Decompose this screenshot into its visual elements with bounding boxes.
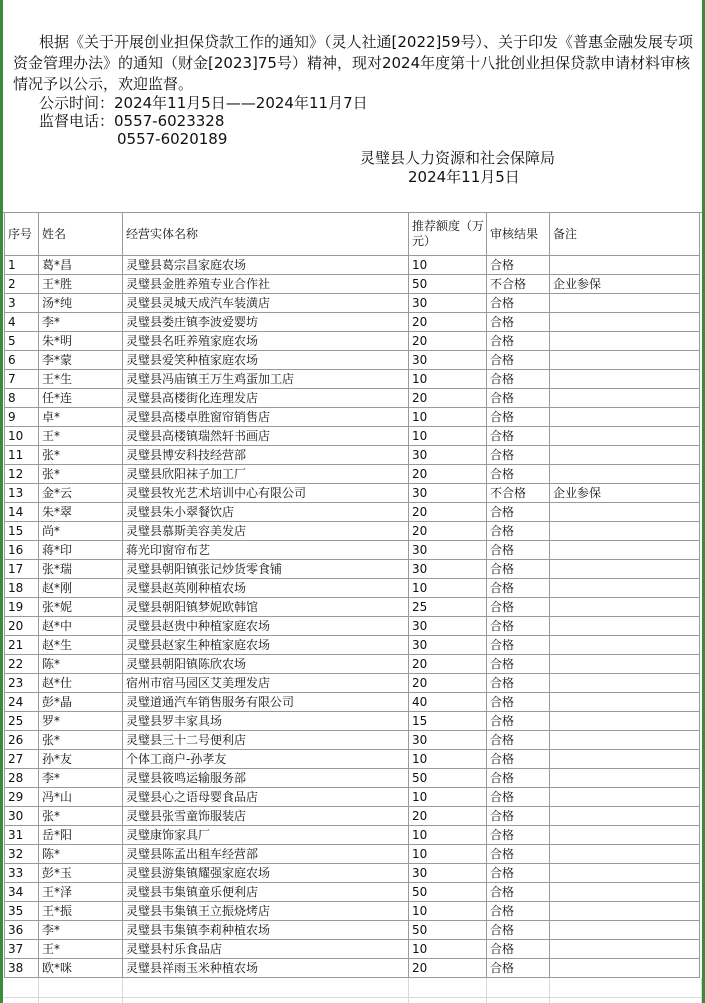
cell-no[interactable]: 20 (5, 617, 39, 636)
cell-no[interactable]: 2 (5, 275, 39, 294)
cell-amount[interactable]: 20 (409, 332, 487, 351)
cell-no[interactable]: 8 (5, 389, 39, 408)
cell-result[interactable]: 合格 (487, 598, 550, 617)
table-row (5, 864, 700, 883)
cell-entity[interactable]: 灵璧县灵城天成汽车装潢店 (123, 294, 409, 313)
cell-entity[interactable]: 灵璧县朝阳镇陈欣农场 (123, 655, 409, 674)
table-row (5, 465, 700, 484)
table-row (5, 579, 700, 598)
header-result[interactable]: 审核结果 (487, 213, 550, 256)
cell-entity[interactable]: 灵璧县博安科技经营部 (123, 446, 409, 465)
cell-amount[interactable]: 10 (409, 750, 487, 769)
table-row (5, 408, 700, 427)
cell-entity[interactable]: 灵璧县名旺养殖家庭农场 (123, 332, 409, 351)
cell-name[interactable]: 王*胜 (39, 275, 123, 294)
cell-name[interactable]: 孙*友 (39, 750, 123, 769)
cell-entity[interactable]: 灵璧县朝阳镇梦妮欧韩馆 (123, 598, 409, 617)
table-row (5, 484, 700, 503)
cell-no[interactable]: 12 (5, 465, 39, 484)
cell-no[interactable]: 6 (5, 351, 39, 370)
cell-result[interactable]: 合格 (487, 826, 550, 845)
cell-result[interactable]: 合格 (487, 560, 550, 579)
cell-amount[interactable]: 50 (409, 921, 487, 940)
cell-amount[interactable]: 30 (409, 617, 487, 636)
cell-no[interactable]: 3 (5, 294, 39, 313)
cell-no[interactable]: 10 (5, 427, 39, 446)
cell-entity[interactable]: 灵璧县三十二号便利店 (123, 731, 409, 750)
cell-amount[interactable]: 25 (409, 598, 487, 617)
cell-name[interactable]: 朱*翠 (39, 503, 123, 522)
cell-amount[interactable]: 20 (409, 389, 487, 408)
cell-entity[interactable]: 灵璧县高楼镇瑞然轩书画店 (123, 427, 409, 446)
notice-date: 2024年11月5日 (408, 168, 520, 186)
cell-result[interactable]: 合格 (487, 332, 550, 351)
cell-remark[interactable] (550, 807, 700, 826)
cell-result[interactable]: 合格 (487, 788, 550, 807)
cell-name[interactable]: 岳*阳 (39, 826, 123, 845)
table-row (5, 427, 700, 446)
cell-entity[interactable]: 灵璧县朱小翠餐饮店 (123, 503, 409, 522)
cell-entity[interactable]: 灵璧县牧光艺术培训中心有限公司 (123, 484, 409, 503)
cell-amount[interactable]: 10 (409, 940, 487, 959)
header-remark[interactable]: 备注 (550, 213, 700, 256)
cell-name[interactable]: 张* (39, 731, 123, 750)
cell-name[interactable]: 赵*中 (39, 617, 123, 636)
cell-remark[interactable]: 企业参保 (550, 275, 700, 294)
cell-result[interactable]: 合格 (487, 902, 550, 921)
cell-entity[interactable]: 灵璧县葛宗昌家庭农场 (123, 256, 409, 275)
table-row (5, 256, 700, 275)
cell-name[interactable]: 汤*纯 (39, 294, 123, 313)
cell-remark[interactable] (550, 826, 700, 845)
cell-amount[interactable]: 10 (409, 788, 487, 807)
cell-amount[interactable]: 30 (409, 351, 487, 370)
cell-amount[interactable]: 30 (409, 294, 487, 313)
cell-name[interactable]: 陈* (39, 655, 123, 674)
cell-amount[interactable]: 10 (409, 408, 487, 427)
cell-name[interactable]: 王*泽 (39, 883, 123, 902)
cell-result[interactable]: 合格 (487, 674, 550, 693)
cell-no[interactable]: 24 (5, 693, 39, 712)
cell-result[interactable]: 合格 (487, 617, 550, 636)
cell-entity[interactable]: 灵璧县筱鸣运输服务部 (123, 769, 409, 788)
table-row (5, 598, 700, 617)
cell-remark[interactable] (550, 940, 700, 959)
cell-entity[interactable]: 灵璧县韦集镇童乐便利店 (123, 883, 409, 902)
cell-remark[interactable] (550, 902, 700, 921)
cell-amount[interactable]: 30 (409, 446, 487, 465)
cell-result[interactable]: 合格 (487, 446, 550, 465)
cell-result[interactable]: 合格 (487, 579, 550, 598)
cell-remark[interactable] (550, 256, 700, 275)
cell-name[interactable]: 欧*咪 (39, 959, 123, 978)
cell-no[interactable]: 34 (5, 883, 39, 902)
notice-paragraph: 根据《关于开展创业担保贷款工作的通知》（灵人社通[2022]59号）、关于印发《普惠金融发展专项资金管理办法》的通知（财金[2023]75号）精神，现对2024年度第十八批创业担保贷款申请材料审核情况予以公示，欢迎监督。 (13, 33, 693, 93)
table-row (5, 389, 700, 408)
cell-no[interactable]: 26 (5, 731, 39, 750)
cell-result[interactable]: 合格 (487, 541, 550, 560)
cell-remark[interactable] (550, 465, 700, 484)
table-row (5, 332, 700, 351)
table-row (5, 446, 700, 465)
cell-no[interactable]: 23 (5, 674, 39, 693)
cell-result[interactable]: 不合格 (487, 275, 550, 294)
table-header-row (5, 213, 700, 256)
cell-name[interactable]: 葛*昌 (39, 256, 123, 275)
cell-no[interactable]: 36 (5, 921, 39, 940)
cell-remark[interactable] (550, 351, 700, 370)
cell-name[interactable]: 陈* (39, 845, 123, 864)
cell-no[interactable]: 27 (5, 750, 39, 769)
cell-name[interactable]: 李* (39, 769, 123, 788)
cell-remark[interactable] (550, 636, 700, 655)
table-row (5, 674, 700, 693)
cell-name[interactable]: 卓* (39, 408, 123, 427)
cell-no[interactable]: 17 (5, 560, 39, 579)
cell-no[interactable]: 31 (5, 826, 39, 845)
cell-result[interactable]: 合格 (487, 864, 550, 883)
table-row (5, 769, 700, 788)
cell-remark[interactable] (550, 617, 700, 636)
cell-entity[interactable]: 灵璧县心之语母婴食品店 (123, 788, 409, 807)
cell-entity[interactable]: 灵璧县罗丰家具场 (123, 712, 409, 731)
cell-name[interactable]: 张* (39, 446, 123, 465)
cell-entity[interactable]: 灵璧县赵家生种植家庭农场 (123, 636, 409, 655)
cell-name[interactable]: 朱*明 (39, 332, 123, 351)
cell-result[interactable]: 合格 (487, 959, 550, 978)
cell-name[interactable]: 冯*山 (39, 788, 123, 807)
cell-entity[interactable]: 灵璧县冯庙镇王万生鸡蛋加工店 (123, 370, 409, 389)
cell-no[interactable]: 15 (5, 522, 39, 541)
cell-amount[interactable]: 50 (409, 769, 487, 788)
cell-result[interactable]: 合格 (487, 712, 550, 731)
cell-remark[interactable] (550, 427, 700, 446)
table-row (5, 845, 700, 864)
cell-entity[interactable]: 灵璧县村乐食品店 (123, 940, 409, 959)
cell-result[interactable]: 合格 (487, 427, 550, 446)
table-row (5, 921, 700, 940)
cell-entity[interactable]: 灵璧县游集镇耀强家庭农场 (123, 864, 409, 883)
cell-entity[interactable]: 灵璧县赵英刚种植农场 (123, 579, 409, 598)
cell-amount[interactable]: 30 (409, 864, 487, 883)
cell-no[interactable]: 33 (5, 864, 39, 883)
notice-period: 公示时间：2024年11月5日——2024年11月7日 (39, 94, 368, 112)
cell-amount[interactable]: 20 (409, 655, 487, 674)
review-table (4, 212, 700, 978)
cell-entity[interactable]: 灵璧县祥雨玉米种植农场 (123, 959, 409, 978)
cell-no[interactable]: 35 (5, 902, 39, 921)
cell-entity[interactable]: 灵璧县慕斯美容美发店 (123, 522, 409, 541)
cell-remark[interactable] (550, 408, 700, 427)
table-row (5, 902, 700, 921)
cell-remark[interactable] (550, 560, 700, 579)
cell-no[interactable]: 4 (5, 313, 39, 332)
cell-amount[interactable]: 20 (409, 807, 487, 826)
cell-result[interactable]: 合格 (487, 883, 550, 902)
cell-entity[interactable]: 灵璧县高楼卓胜窗帘销售店 (123, 408, 409, 427)
cell-name[interactable]: 李* (39, 313, 123, 332)
cell-name[interactable]: 李* (39, 921, 123, 940)
cell-remark[interactable] (550, 864, 700, 883)
cell-result[interactable]: 合格 (487, 294, 550, 313)
cell-remark[interactable] (550, 522, 700, 541)
cell-name[interactable]: 王* (39, 427, 123, 446)
cell-remark[interactable] (550, 655, 700, 674)
cell-no[interactable]: 38 (5, 959, 39, 978)
table-row (5, 370, 700, 389)
cell-amount[interactable]: 10 (409, 902, 487, 921)
cell-remark[interactable] (550, 693, 700, 712)
header-amount[interactable]: 推荐额度（万元） (409, 213, 487, 256)
cell-no[interactable]: 14 (5, 503, 39, 522)
cell-no[interactable]: 18 (5, 579, 39, 598)
cell-amount[interactable]: 10 (409, 826, 487, 845)
cell-remark[interactable] (550, 674, 700, 693)
notice-header (3, 0, 702, 213)
empty-sheet-rows (4, 978, 702, 1003)
cell-name[interactable]: 彭*玉 (39, 864, 123, 883)
table-row (5, 750, 700, 769)
cell-entity[interactable]: 灵璧康饰家具厂 (123, 826, 409, 845)
notice-phone-1: 监督电话：0557-6023328 (39, 112, 225, 130)
cell-no[interactable]: 30 (5, 807, 39, 826)
cell-entity[interactable]: 灵璧县赵贵中种植家庭农场 (123, 617, 409, 636)
cell-remark[interactable] (550, 446, 700, 465)
cell-amount[interactable]: 10 (409, 256, 487, 275)
cell-name[interactable]: 张* (39, 465, 123, 484)
cell-amount[interactable]: 20 (409, 465, 487, 484)
cell-entity[interactable]: 灵璧县娄庄镇李波爱婴坊 (123, 313, 409, 332)
cell-remark[interactable] (550, 541, 700, 560)
cell-name[interactable]: 李*蒙 (39, 351, 123, 370)
cell-remark[interactable] (550, 769, 700, 788)
cell-name[interactable]: 张*妮 (39, 598, 123, 617)
cell-amount[interactable]: 20 (409, 522, 487, 541)
cell-no[interactable]: 1 (5, 256, 39, 275)
cell-result[interactable]: 合格 (487, 693, 550, 712)
table-row (5, 712, 700, 731)
cell-name[interactable]: 尚* (39, 522, 123, 541)
cell-result[interactable]: 合格 (487, 256, 550, 275)
table-row (5, 541, 700, 560)
cell-result[interactable]: 合格 (487, 313, 550, 332)
table-row (5, 940, 700, 959)
cell-amount[interactable]: 50 (409, 883, 487, 902)
cell-amount[interactable]: 20 (409, 313, 487, 332)
cell-remark[interactable] (550, 731, 700, 750)
table-row (5, 560, 700, 579)
table-row (5, 788, 700, 807)
cell-entity[interactable]: 蒋光印窗帘布艺 (123, 541, 409, 560)
cell-name[interactable]: 张*瑞 (39, 560, 123, 579)
cell-no[interactable]: 7 (5, 370, 39, 389)
cell-result[interactable]: 合格 (487, 845, 550, 864)
cell-remark[interactable] (550, 598, 700, 617)
cell-remark[interactable] (550, 332, 700, 351)
table-row (5, 731, 700, 750)
cell-amount[interactable]: 10 (409, 370, 487, 389)
cell-entity[interactable]: 灵璧县朝阳镇张记炒货零食铺 (123, 560, 409, 579)
cell-name[interactable]: 罗* (39, 712, 123, 731)
cell-remark[interactable] (550, 921, 700, 940)
cell-entity[interactable]: 灵璧县韦集镇李莉种植农场 (123, 921, 409, 940)
table-row (5, 655, 700, 674)
notice-phone-2: 0557-6020189 (117, 130, 228, 148)
table-row (5, 807, 700, 826)
cell-remark[interactable] (550, 883, 700, 902)
table-row (5, 275, 700, 294)
table-row (5, 522, 700, 541)
cell-no[interactable]: 37 (5, 940, 39, 959)
cell-entity[interactable]: 个体工商户-孙孝友 (123, 750, 409, 769)
cell-result[interactable]: 合格 (487, 655, 550, 674)
cell-result[interactable]: 合格 (487, 807, 550, 826)
cell-result[interactable]: 合格 (487, 636, 550, 655)
cell-name[interactable]: 任*连 (39, 389, 123, 408)
cell-no[interactable]: 13 (5, 484, 39, 503)
cell-amount[interactable]: 30 (409, 560, 487, 579)
cell-amount[interactable]: 30 (409, 731, 487, 750)
cell-result[interactable]: 合格 (487, 940, 550, 959)
cell-name[interactable]: 张* (39, 807, 123, 826)
cell-amount[interactable]: 10 (409, 845, 487, 864)
cell-remark[interactable] (550, 579, 700, 598)
table-row (5, 313, 700, 332)
cell-amount[interactable]: 20 (409, 503, 487, 522)
cell-amount[interactable]: 20 (409, 674, 487, 693)
cell-entity[interactable]: 灵璧县张雪童饰服装店 (123, 807, 409, 826)
cell-name[interactable]: 赵*刚 (39, 579, 123, 598)
cell-amount[interactable]: 10 (409, 427, 487, 446)
cell-remark[interactable] (550, 750, 700, 769)
cell-amount[interactable]: 50 (409, 275, 487, 294)
cell-remark[interactable] (550, 503, 700, 522)
cell-no[interactable]: 32 (5, 845, 39, 864)
cell-amount[interactable]: 30 (409, 541, 487, 560)
table-row (5, 503, 700, 522)
header-entity[interactable]: 经营实体名称 (123, 213, 409, 256)
cell-amount[interactable]: 10 (409, 579, 487, 598)
cell-no[interactable]: 5 (5, 332, 39, 351)
cell-remark[interactable] (550, 712, 700, 731)
cell-name[interactable]: 赵*生 (39, 636, 123, 655)
cell-entity[interactable]: 灵璧县陈孟出租车经营部 (123, 845, 409, 864)
cell-result[interactable]: 合格 (487, 351, 550, 370)
cell-no[interactable]: 29 (5, 788, 39, 807)
cell-result[interactable]: 合格 (487, 769, 550, 788)
cell-result[interactable]: 合格 (487, 408, 550, 427)
cell-remark[interactable]: 企业参保 (550, 484, 700, 503)
table-row (5, 617, 700, 636)
cell-name[interactable]: 赵*仕 (39, 674, 123, 693)
cell-result[interactable]: 合格 (487, 921, 550, 940)
cell-entity[interactable]: 灵璧县韦集镇王立振烧烤店 (123, 902, 409, 921)
cell-remark[interactable] (550, 313, 700, 332)
cell-name[interactable]: 彭*晶 (39, 693, 123, 712)
cell-name[interactable]: 王*振 (39, 902, 123, 921)
cell-name[interactable]: 金*云 (39, 484, 123, 503)
cell-no[interactable]: 16 (5, 541, 39, 560)
table-row (5, 351, 700, 370)
cell-amount[interactable]: 20 (409, 959, 487, 978)
cell-no[interactable]: 11 (5, 446, 39, 465)
cell-entity[interactable]: 宿州市宿马园区艾美理发店 (123, 674, 409, 693)
cell-entity[interactable]: 灵璧县欣阳袜子加工厂 (123, 465, 409, 484)
cell-no[interactable]: 28 (5, 769, 39, 788)
cell-no[interactable]: 9 (5, 408, 39, 427)
cell-result[interactable]: 合格 (487, 370, 550, 389)
cell-result[interactable]: 合格 (487, 522, 550, 541)
cell-amount[interactable]: 30 (409, 484, 487, 503)
cell-entity[interactable]: 灵璧县爱笑种植家庭农场 (123, 351, 409, 370)
cell-result[interactable]: 合格 (487, 731, 550, 750)
cell-no[interactable]: 22 (5, 655, 39, 674)
cell-no[interactable]: 19 (5, 598, 39, 617)
cell-amount[interactable]: 40 (409, 693, 487, 712)
table-row (5, 883, 700, 902)
cell-result[interactable]: 不合格 (487, 484, 550, 503)
table-row (5, 636, 700, 655)
cell-remark[interactable] (550, 788, 700, 807)
cell-no[interactable]: 25 (5, 712, 39, 731)
cell-name[interactable]: 王*生 (39, 370, 123, 389)
table-row (5, 294, 700, 313)
cell-remark[interactable] (550, 294, 700, 313)
cell-name[interactable]: 王* (39, 940, 123, 959)
cell-result[interactable]: 合格 (487, 750, 550, 769)
table-row (5, 826, 700, 845)
cell-amount[interactable]: 15 (409, 712, 487, 731)
cell-remark[interactable] (550, 959, 700, 978)
cell-no[interactable]: 21 (5, 636, 39, 655)
cell-result[interactable]: 合格 (487, 465, 550, 484)
cell-remark[interactable] (550, 370, 700, 389)
cell-name[interactable]: 蒋*印 (39, 541, 123, 560)
table-row (5, 693, 700, 712)
cell-result[interactable]: 合格 (487, 503, 550, 522)
table-row (5, 959, 700, 978)
cell-remark[interactable] (550, 845, 700, 864)
header-no[interactable]: 序号 (5, 213, 39, 256)
cell-remark[interactable] (550, 389, 700, 408)
cell-entity[interactable]: 灵璧县金胜养殖专业合作社 (123, 275, 409, 294)
cell-amount[interactable]: 30 (409, 636, 487, 655)
cell-result[interactable]: 合格 (487, 389, 550, 408)
cell-entity[interactable]: 灵璧县高楼街化连理发店 (123, 389, 409, 408)
cell-entity[interactable]: 灵璧道通汽车销售服务有限公司 (123, 693, 409, 712)
header-name[interactable]: 姓名 (39, 213, 123, 256)
notice-issuer: 灵璧县人力资源和社会保障局 (360, 149, 556, 167)
